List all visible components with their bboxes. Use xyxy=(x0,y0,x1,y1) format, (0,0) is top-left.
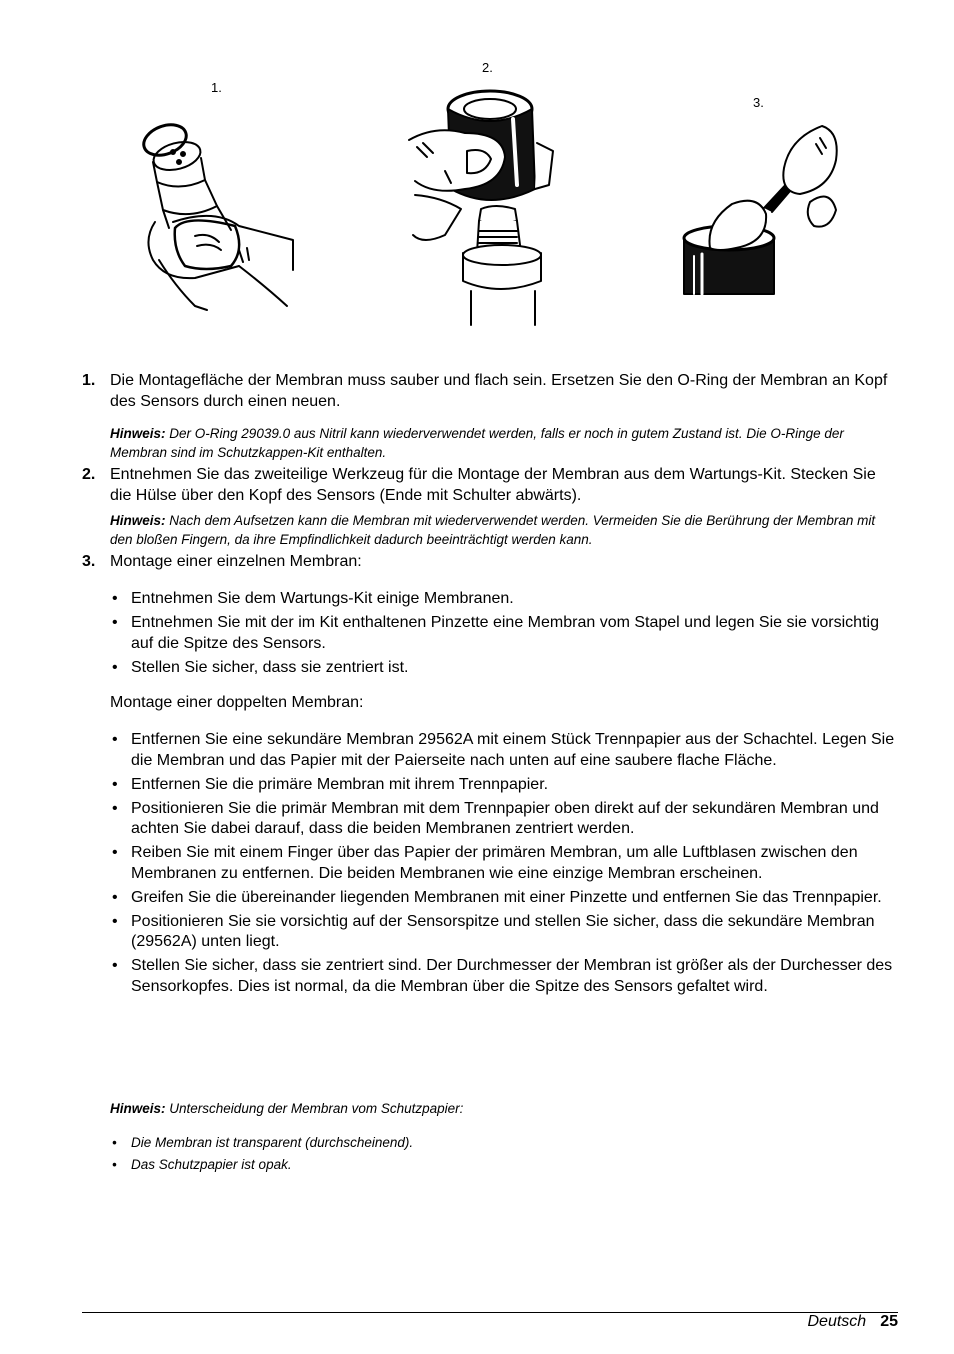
figure-2-illustration xyxy=(405,85,570,335)
list-item-text: Reiben Sie mit einem Finger über das Papier der primären Membran, um alle Luftblasen zwischen den Membranen zu entfernen. Die beiden Membranen wie eine einzige Membran erscheinen. xyxy=(131,844,858,882)
figure-1-label: 1. xyxy=(211,80,222,95)
bullet-glyph: • xyxy=(112,1157,117,1172)
bullet-glyph: • xyxy=(112,844,118,861)
list-item xyxy=(110,843,900,884)
single-membrane-list xyxy=(110,589,900,682)
footer-rule xyxy=(82,1312,898,1313)
list-item xyxy=(110,1134,900,1152)
list-item-text: Entnehmen Sie dem Wartungs-Kit einige Membranen. xyxy=(131,590,514,607)
list-item-text: Positionieren Sie sie vorsichtig auf der Sensorspitze und stellen Sie sicher, dass die sekundäre Membran (29562A) unten liegt. xyxy=(131,912,875,950)
list-item-text: Entnehmen Sie mit der im Kit enthaltenen Pinzette eine Membran vom Stapel und legen Sie sie vorsichtig auf die Spitze des Sensors. xyxy=(131,614,879,652)
figure-3-illustration xyxy=(680,118,845,298)
bullet-glyph: • xyxy=(112,888,118,906)
step-1-number: 1. xyxy=(82,372,96,389)
step-1-text: Die Montagefläche der Membran muss sauber und flach sein. Ersetzen Sie den O-Ring der Membran an Kopf des Sensors durch einen neuen. xyxy=(110,372,888,410)
list-item-text: Greifen Sie die übereinander liegenden Membranen mit einer Pinzette und entfernen Sie das Trennpapier. xyxy=(131,888,882,906)
list-item xyxy=(110,775,900,796)
list-item xyxy=(110,888,900,909)
list-item xyxy=(110,956,900,997)
list-item-text: Entfernen Sie eine sekundäre Membran 29562A mit einem Stück Trennpapier aus der Schachtel. Legen Sie die Membran und das Papier mit der Paierseite nach unten auf eine saubere flache Fläche. xyxy=(131,731,895,769)
page-footer xyxy=(808,1313,899,1331)
double-membrane-list xyxy=(110,730,900,1001)
step-3-number: 3. xyxy=(82,553,96,570)
list-item xyxy=(110,730,900,771)
step-2-text: Entnehmen Sie das zweiteilige Werkzeug für die Montage der Membran aus dem Wartungs-Kit. Stecken Sie die Hülse über den Kopf des Sensors (Ende mit Schulter abwärts). xyxy=(110,466,876,504)
figure-1-illustration xyxy=(135,110,300,315)
bullet-glyph: • xyxy=(112,957,118,974)
list-item xyxy=(110,613,900,654)
bullet-glyph: • xyxy=(112,775,118,793)
page-number: 25 xyxy=(880,1313,898,1330)
list-item xyxy=(110,799,900,840)
note-1-text: Der O-Ring 29039.0 aus Nitril kann wiederverwendet werden, falls er noch in gutem Zustand ist. Die O-Ringe der Membran sind im Schutzkappen-Kit enthalten. xyxy=(110,426,844,460)
figure-2-label: 2. xyxy=(482,60,493,75)
list-item-text: Die Membran ist transparent (durchscheinend). xyxy=(131,1135,414,1150)
list-item-text: Stellen Sie sicher, dass sie zentriert sind. Der Durchmesser der Membran ist größer als der Durchesser des Sensorkopfes. Dies ist normal, da die Membran über die Spitze des Sensors gefaltet wird. xyxy=(131,957,893,995)
note-bullet-list xyxy=(110,1134,900,1178)
note-1-label: Hinweis: xyxy=(110,426,166,441)
note-3 xyxy=(110,1100,900,1119)
list-item-text: Stellen Sie sicher, dass sie zentriert ist. xyxy=(131,658,409,676)
footer-language: Deutsch xyxy=(807,1313,867,1330)
note-2-label: Hinweis: xyxy=(110,513,166,528)
bullet-glyph: • xyxy=(112,1135,117,1150)
list-item xyxy=(110,1156,900,1174)
figure-3-label: 3. xyxy=(753,95,764,110)
list-item xyxy=(110,589,900,610)
step-3-text: Montage einer einzelnen Membran: xyxy=(110,553,362,570)
note-2-text: Nach dem Aufsetzen kann die Membran mit wiederverwendet werden. Vermeiden Sie die Berührung der Membran mit den bloßen Fingern, da ihre Empfindlichkeit dadurch beeinträchtigt werden kann. xyxy=(110,513,876,547)
step-2-number: 2. xyxy=(82,466,96,483)
bullet-glyph: • xyxy=(112,590,118,607)
note-3-label: Hinweis: xyxy=(110,1101,166,1116)
note-2 xyxy=(110,512,900,549)
list-item-text: Das Schutzpapier ist opak. xyxy=(131,1157,292,1172)
bullet-glyph: • xyxy=(112,614,118,631)
list-item-text: Positionieren Sie die primär Membran mit dem Trennpapier oben direkt auf der sekundären Membran und achten Sie dabei darauf, dass die beiden Membranen zentriert werden. xyxy=(131,799,879,837)
list-item xyxy=(110,658,900,679)
list-item xyxy=(110,912,900,953)
bullet-glyph: • xyxy=(112,912,118,930)
note-3-text: Unterscheidung der Membran vom Schutzpapier: xyxy=(169,1101,464,1116)
bullet-glyph: • xyxy=(112,799,118,817)
double-membrane-heading: Montage einer doppelten Membran: xyxy=(110,694,364,711)
list-item-text: Entfernen Sie die primäre Membran mit ihrem Trennpapier. xyxy=(131,775,549,793)
bullet-glyph: • xyxy=(112,658,118,676)
bullet-glyph: • xyxy=(112,731,118,748)
note-1 xyxy=(110,425,900,462)
